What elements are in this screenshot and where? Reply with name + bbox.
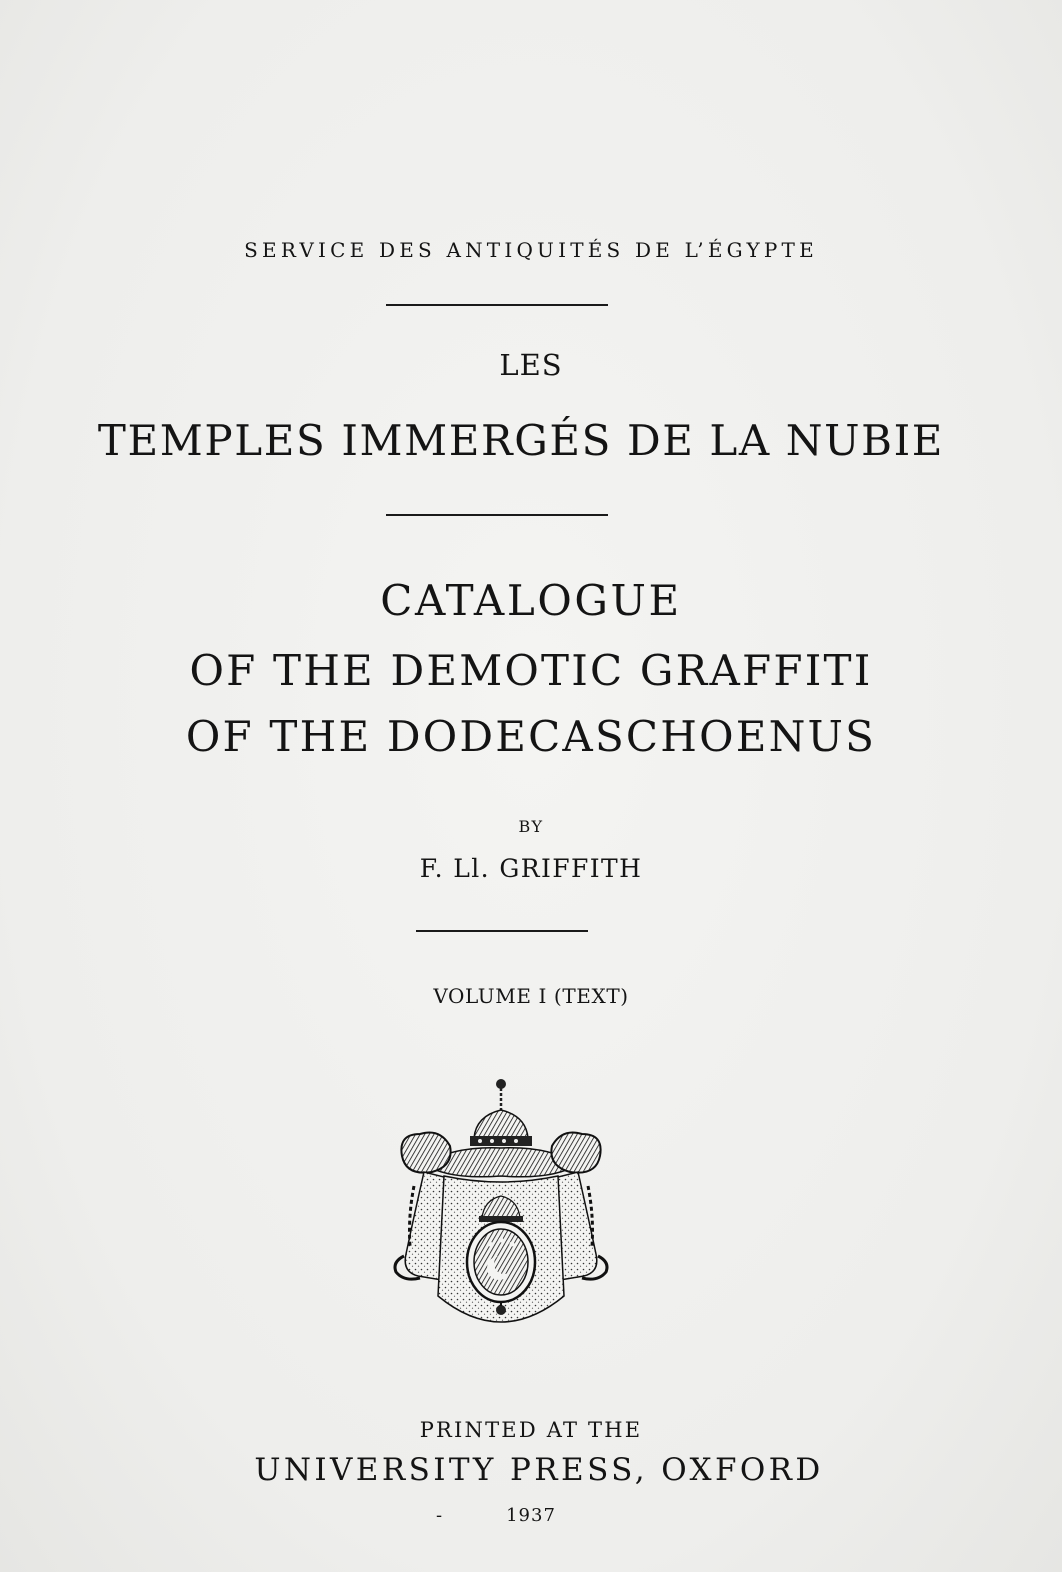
royal-coat-of-arms-icon bbox=[384, 1076, 618, 1350]
by-label: BY bbox=[518, 817, 544, 836]
imprint-year: 1937 bbox=[506, 1505, 556, 1526]
imprint-printed-at: PRINTED AT THE bbox=[419, 1418, 643, 1442]
divider-rule-1 bbox=[386, 304, 608, 306]
book-title-line-1: CATALOGUE bbox=[380, 576, 682, 625]
author-name: F. Ll. GRIFFITH bbox=[419, 854, 643, 883]
book-title-line-2: OF THE DEMOTIC GRAFFITI bbox=[189, 646, 873, 695]
series-les: LES bbox=[499, 348, 563, 382]
series-title: TEMPLES IMMERGÉS DE LA NUBIE bbox=[97, 416, 945, 465]
volume-label: VOLUME I (TEXT) bbox=[433, 984, 629, 1008]
divider-rule-3 bbox=[416, 930, 588, 932]
publisher-service: SERVICE DES ANTIQUITÉS DE L’ÉGYPTE bbox=[244, 238, 818, 262]
imprint-press: UNIVERSITY PRESS, OXFORD bbox=[254, 1452, 824, 1488]
imprint-dash: - bbox=[436, 1505, 443, 1526]
book-title-line-3: OF THE DODECASCHOENUS bbox=[185, 712, 877, 761]
divider-rule-2 bbox=[386, 514, 608, 516]
